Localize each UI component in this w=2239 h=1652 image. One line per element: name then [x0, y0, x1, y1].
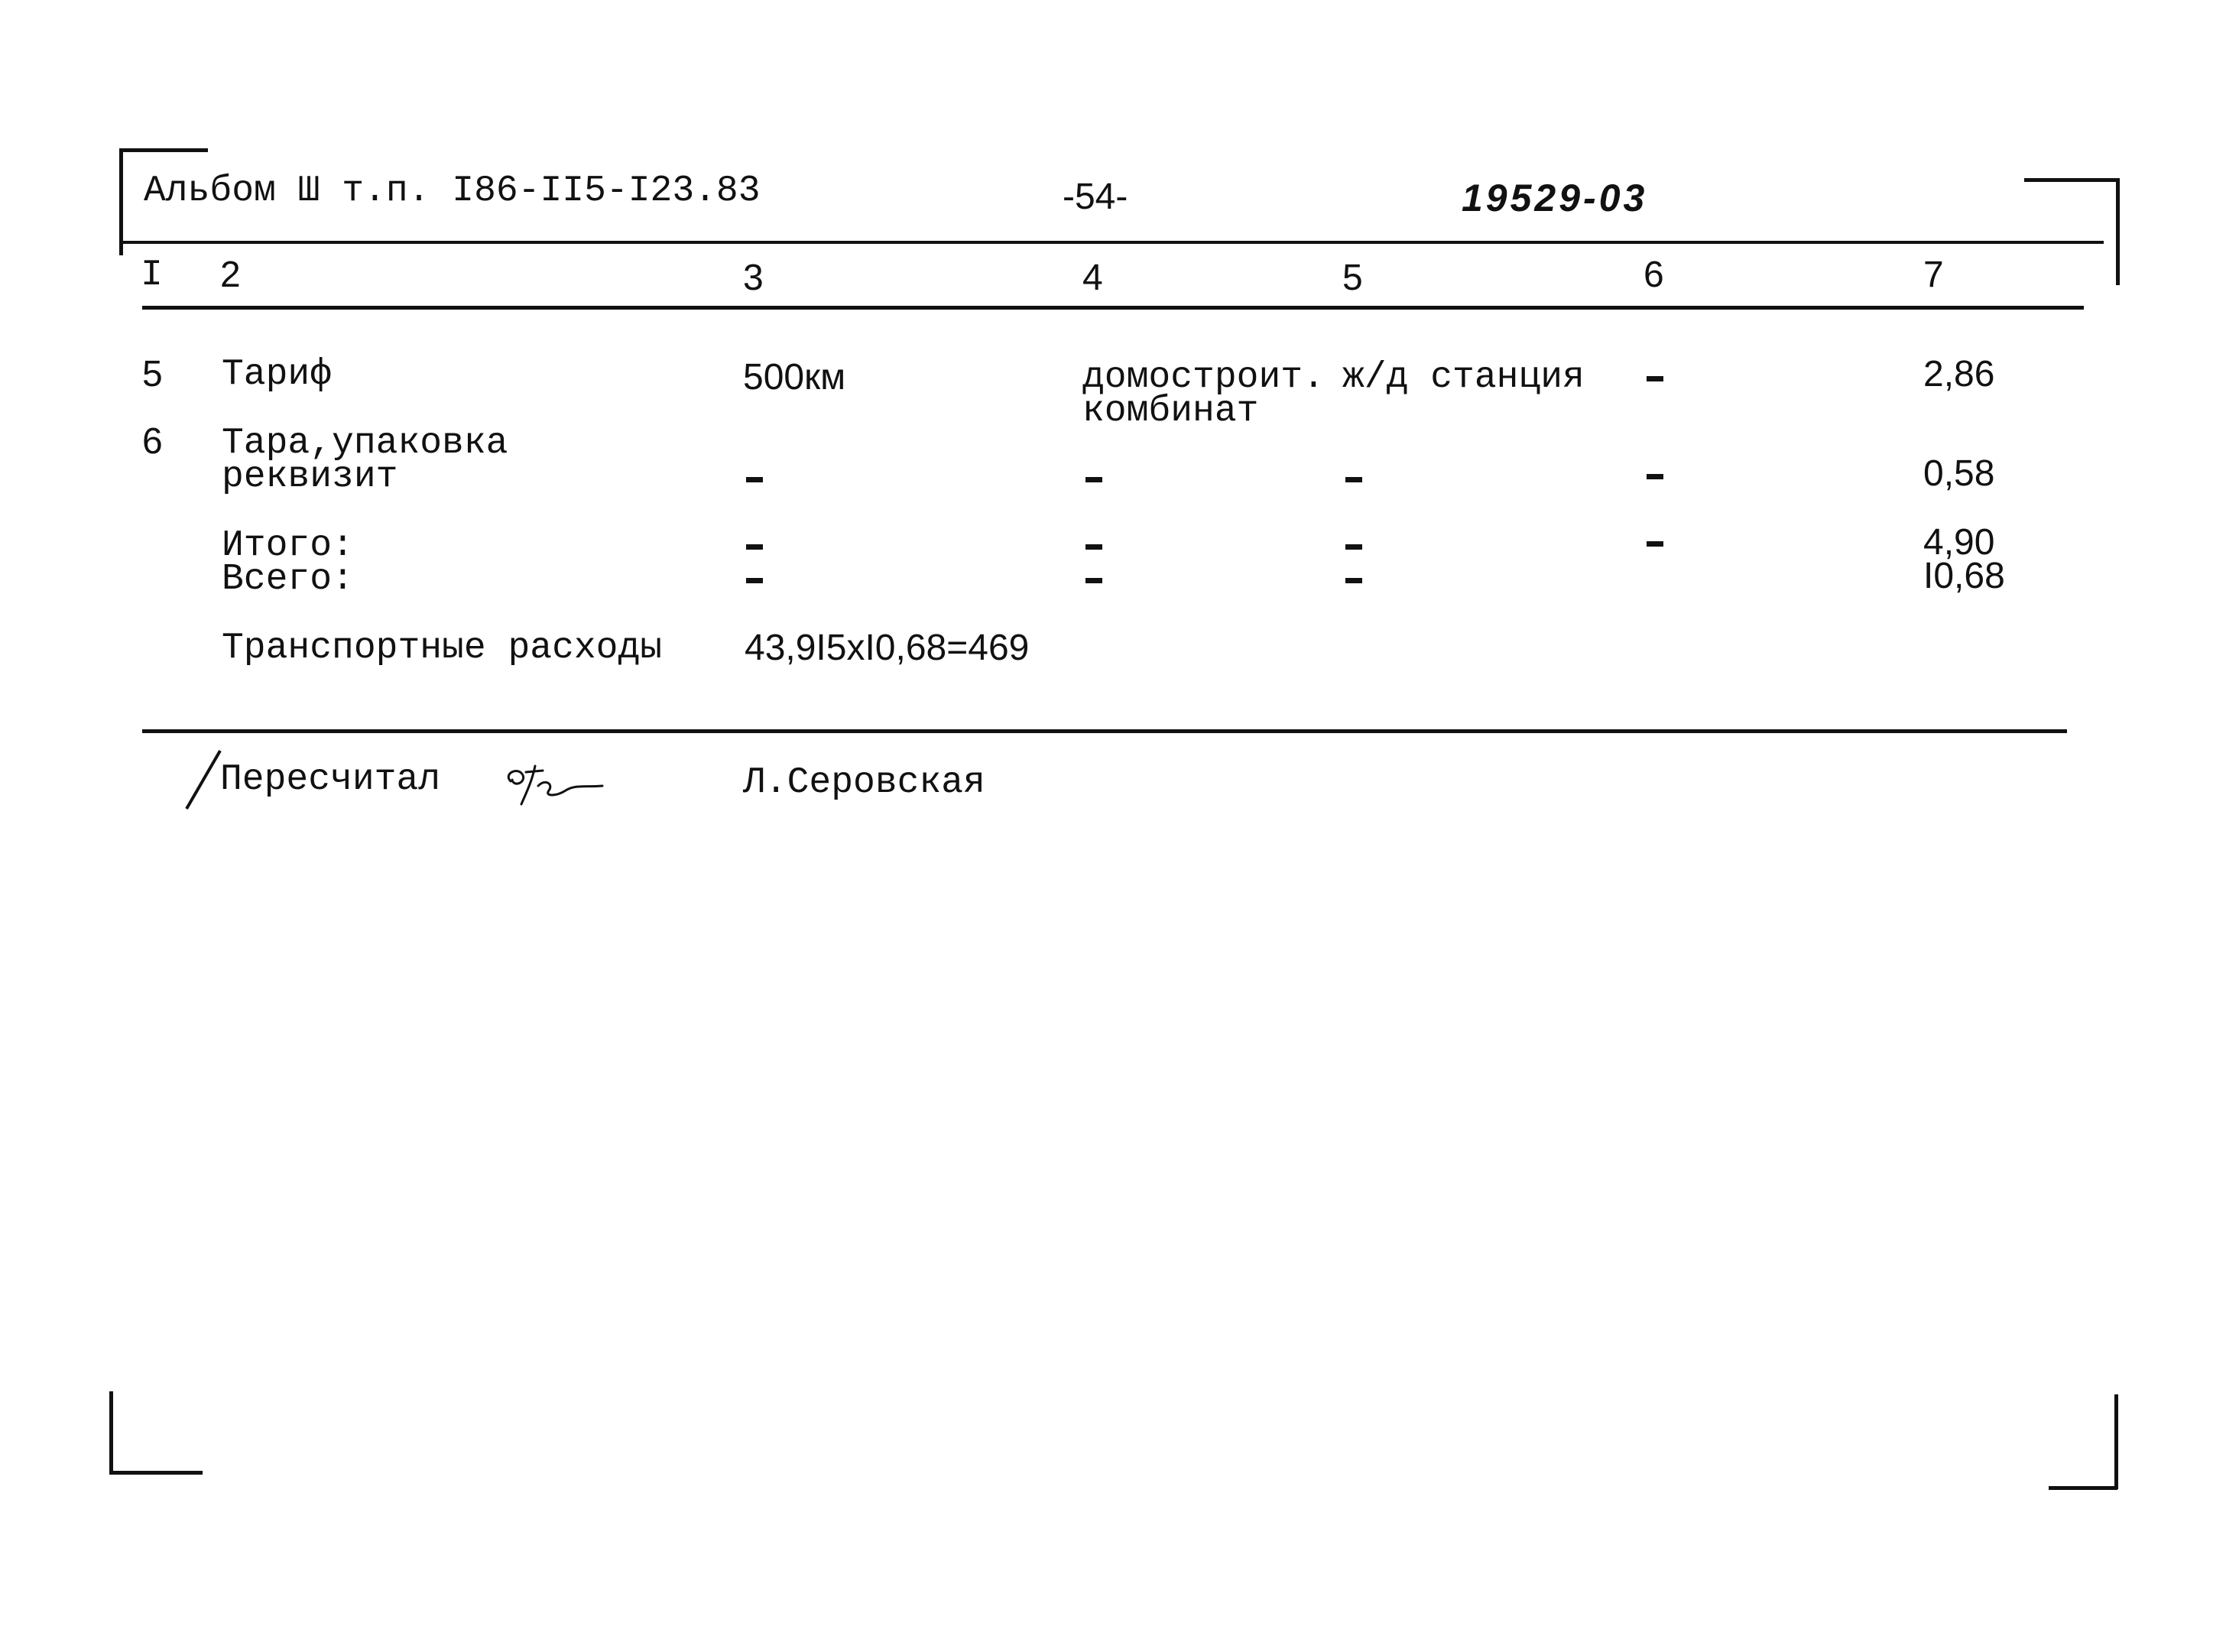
cell-value: 2,86: [1923, 354, 1995, 394]
col-header-3: 3: [743, 258, 764, 298]
dash-mark: [1085, 544, 1102, 550]
item-name: Тариф: [222, 354, 333, 395]
item-name-line2: реквизит: [222, 456, 398, 498]
dash-mark: [1647, 541, 1663, 547]
dash-mark: [1345, 544, 1362, 550]
dash-mark: [1085, 477, 1102, 482]
frame-corner-top-right-h: [2024, 178, 2119, 182]
cell-origin-line1: домостроит.: [1082, 357, 1325, 398]
subtotal-value: 4,90: [1923, 522, 1995, 563]
transport-label: Транспортные расходы: [222, 628, 663, 669]
col-header-1: I: [141, 255, 163, 296]
slash-mark: [180, 745, 226, 813]
header-rule-top: [122, 241, 2104, 244]
dash-mark: [1345, 578, 1362, 583]
cell-distance: 500км: [743, 357, 846, 398]
col-header-5: 5: [1342, 258, 1363, 298]
dash-mark: [1647, 376, 1663, 381]
recalculated-by-name: Л.Серовская: [743, 762, 985, 803]
frame-corner-bottom-left-h: [109, 1471, 203, 1475]
page-number: -54-: [1063, 177, 1128, 217]
frame-corner-bottom-left-v: [109, 1391, 113, 1474]
signature-icon: [495, 757, 610, 818]
dash-mark: [1647, 474, 1663, 479]
total-value: I0,68: [1923, 556, 2005, 596]
album-reference: Альбом Ш т.п. I86-II5-I23.83: [144, 170, 761, 212]
header-rule-bottom: [142, 306, 2084, 310]
recalculated-by-label: Пересчитал: [220, 759, 441, 800]
item-name-line1: Тара,упаковка: [222, 423, 508, 464]
table-bottom-rule: [142, 729, 2067, 733]
frame-corner-top-left-h: [119, 148, 208, 152]
col-header-7: 7: [1923, 255, 1944, 295]
frame-corner-bottom-right-h: [2049, 1486, 2117, 1490]
dash-mark: [1085, 578, 1102, 583]
cell-value: 0,58: [1923, 453, 1995, 494]
dash-mark: [746, 477, 763, 482]
col-header-4: 4: [1082, 258, 1103, 298]
document-number: 19529-03: [1462, 177, 1648, 219]
frame-corner-top-right-v: [2116, 178, 2120, 285]
dash-mark: [746, 578, 763, 583]
frame-corner-top-left-v: [119, 148, 123, 255]
row-number: 5: [142, 354, 163, 394]
total-label: Всего:: [222, 559, 354, 600]
col-header-2: 2: [220, 255, 241, 295]
dash-mark: [1345, 477, 1362, 482]
cell-destination: ж/д станция: [1342, 357, 1585, 398]
dash-mark: [746, 544, 763, 550]
cell-origin-line2: комбинат: [1082, 391, 1259, 432]
subtotal-label: Итого:: [222, 525, 354, 566]
frame-corner-bottom-right-v: [2114, 1394, 2118, 1489]
col-header-6: 6: [1644, 255, 1664, 295]
transport-formula: 43,9I5xI0,68=469: [745, 628, 1030, 668]
row-number: 6: [142, 421, 163, 462]
